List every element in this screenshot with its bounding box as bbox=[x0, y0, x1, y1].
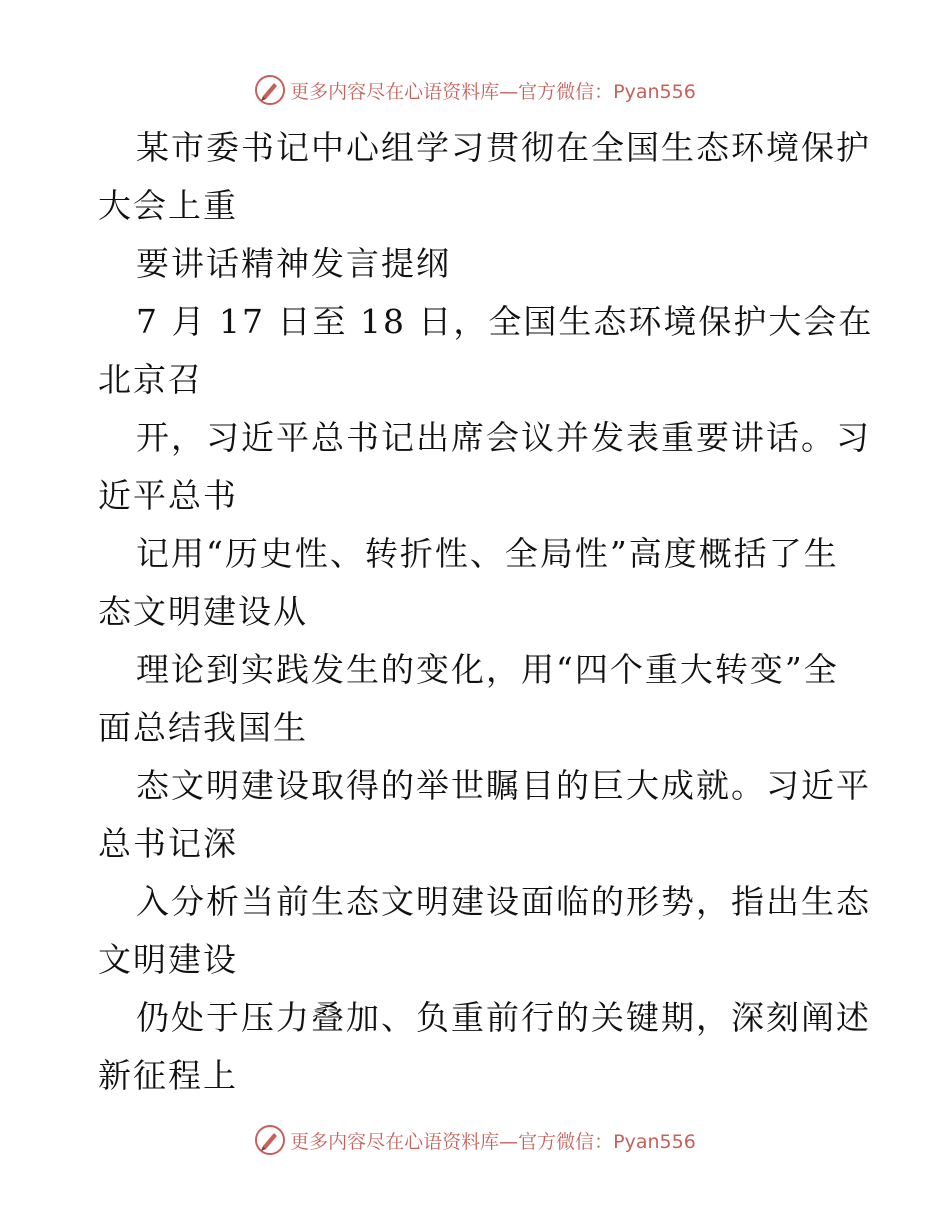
pen-logo-icon bbox=[254, 74, 286, 106]
text-line: 态文明建设取得的举世瞩目的巨大成就。习近平 bbox=[136, 766, 871, 805]
pen-logo-icon bbox=[254, 1124, 286, 1156]
text-line: 态文明建设从 bbox=[98, 592, 308, 631]
text-line: 理论到实践发生的变化，用“四个重大转变”全 bbox=[136, 650, 839, 689]
text-line: 大会上重 bbox=[98, 186, 238, 225]
text-line: 入分析当前生态文明建设面临的形势，指出生态 bbox=[136, 882, 871, 921]
text-line: 开，习近平总书记出席会议并发表重要讲话。习 bbox=[136, 418, 871, 457]
header-watermark bbox=[0, 70, 950, 110]
text-line: 要讲话精神发言提纲 bbox=[136, 244, 451, 283]
text-line: 7 月 17 日至 18 日，全国生态环境保护大会在 bbox=[136, 302, 874, 341]
text-line: 近平总书 bbox=[98, 476, 238, 515]
watermark-text: 更多内容尽在心语资料库—官方微信：Pyan556 bbox=[290, 80, 696, 103]
text-line: 新征程上 bbox=[98, 1056, 238, 1095]
text-line: 文明建设 bbox=[98, 940, 238, 979]
document-body bbox=[98, 119, 874, 1105]
watermark-text: 更多内容尽在心语资料库—官方微信：Pyan556 bbox=[290, 1130, 696, 1153]
text-line: 仍处于压力叠加、负重前行的关键期，深刻阐述 bbox=[136, 998, 871, 1037]
text-line: 面总结我国生 bbox=[98, 708, 308, 747]
text-line: 总书记深 bbox=[98, 824, 238, 863]
text-line: 某市委书记中心组学习贯彻在全国生态环境保护 bbox=[136, 128, 871, 167]
text-line: 记用“历史性、转折性、全局性”高度概括了生 bbox=[136, 534, 839, 573]
footer-watermark bbox=[0, 1120, 950, 1160]
text-line: 北京召 bbox=[98, 360, 203, 399]
